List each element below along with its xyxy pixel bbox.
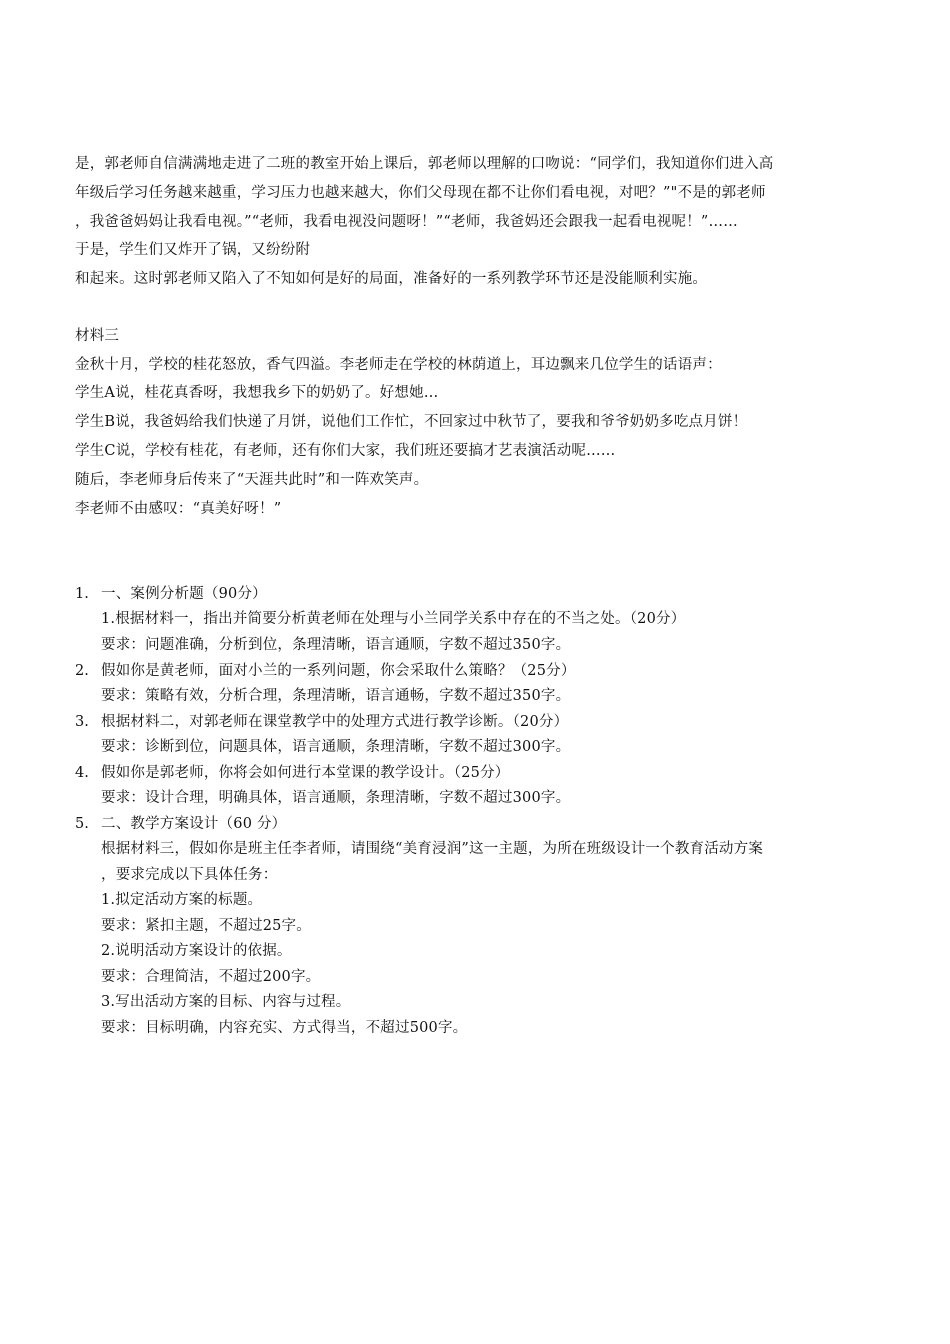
question-number: 2. (75, 663, 89, 679)
question-line: 要求：诊断到位，问题具体，语言通顺，条理清晰，字数不超过300字。 (101, 739, 571, 755)
paragraph-line: 和起来。这时郭老师又陷入了不知如何是好的局面，准备好的一系列教学环节还是没能顺利实施。 (75, 271, 708, 287)
question-line: 3.写出活动方案的目标、内容与过程。 (101, 994, 351, 1010)
question-line: ，要求完成以下具体任务： (101, 867, 278, 883)
paragraph-line: 金秋十月，学校的桂花怒放，香气四溢。李老师走在学校的林荫道上，耳边飘来几位学生的话语声： (75, 357, 722, 373)
question-line: 1.根据材料一，指出并简要分析黄老师在处理与小兰同学关系中存在的不当之处。（20分） (101, 611, 686, 627)
question-number: 5. (75, 816, 89, 832)
question-line: 要求：目标明确，内容充实、方式得当，不超过500字。 (101, 1020, 468, 1036)
section-title: 材料三 (75, 328, 120, 344)
question-heading: 一、案例分析题（90分） (101, 586, 267, 602)
question-heading: 根据材料二，对郭老师在课堂教学中的处理方式进行教学诊断。（20分） (101, 714, 569, 730)
question-line: 要求：紧扣主题，不超过25字。 (101, 918, 311, 934)
question-line: 1.拟定活动方案的标题。 (101, 892, 263, 908)
question-number: 3. (75, 714, 89, 730)
paragraph-line: 随后，李老师身后传来了“天涯共此时”和一阵欢笑声。 (75, 472, 429, 488)
question-line: 2.说明活动方案设计的依据。 (101, 943, 292, 959)
question-line: 要求：问题准确，分析到位，条理清晰，语言通顺，字数不超过350字。 (101, 637, 571, 653)
paragraph-line: 学生A说，桂花真香呀，我想我乡下的奶奶了。好想她… (75, 385, 439, 401)
paragraph-line: ，我爸爸妈妈让我看电视。”“老师，我看电视没问题呀！”“老师，我爸妈还会跟我一起看电视呢！”…… (75, 214, 738, 230)
question-line: 要求：合理简洁，不超过200字。 (101, 969, 321, 985)
question-heading: 假如你是郭老师，你将会如何进行本堂课的教学设计。（25分） (101, 765, 510, 781)
paragraph-line: 是，郭老师自信满满地走进了二班的教室开始上课后，郭老师以理解的口吻说：“同学们，我知道你们进入高 (75, 156, 774, 172)
question-number: 4. (75, 765, 89, 781)
question-number: 1. (75, 586, 89, 602)
paragraph-line: 学生C说，学校有桂花，有老师，还有你们大家，我们班还要搞才艺表演活动呢…… (75, 443, 616, 459)
paragraph-line: 于是，学生们又炸开了锅，又纷纷附 (75, 242, 311, 258)
question-heading: 二、教学方案设计（60 分） (101, 816, 287, 832)
question-line: 要求：策略有效，分析合理，条理清晰，语言通畅，字数不超过350字。 (101, 688, 571, 704)
question-line: 根据材料三，假如你是班主任李者师，请围绕“美育浸润”这一主题，为所在班级设计一个教育活动方案 (101, 841, 764, 857)
paragraph-line: 李老师不由感叹：“真美好呀！” (75, 501, 282, 517)
paragraph-line: 学生B说，我爸妈给我们快递了月饼，说他们工作忙，不回家过中秋节了，要我和爷爷奶奶多吃点月饼！ (75, 414, 748, 430)
paragraph-line: 年级后学习任务越来越重，学习压力也越来越大，你们父母现在都不让你们看电视，对吧？”"不是的郭老师 (75, 185, 766, 201)
question-heading: 假如你是黄老师，面对小兰的一系列问题，你会采取什么策略？（25分） (101, 663, 576, 679)
question-line: 要求：设计合理，明确具体，语言通顺，条理清晰，字数不超过300字。 (101, 790, 571, 806)
